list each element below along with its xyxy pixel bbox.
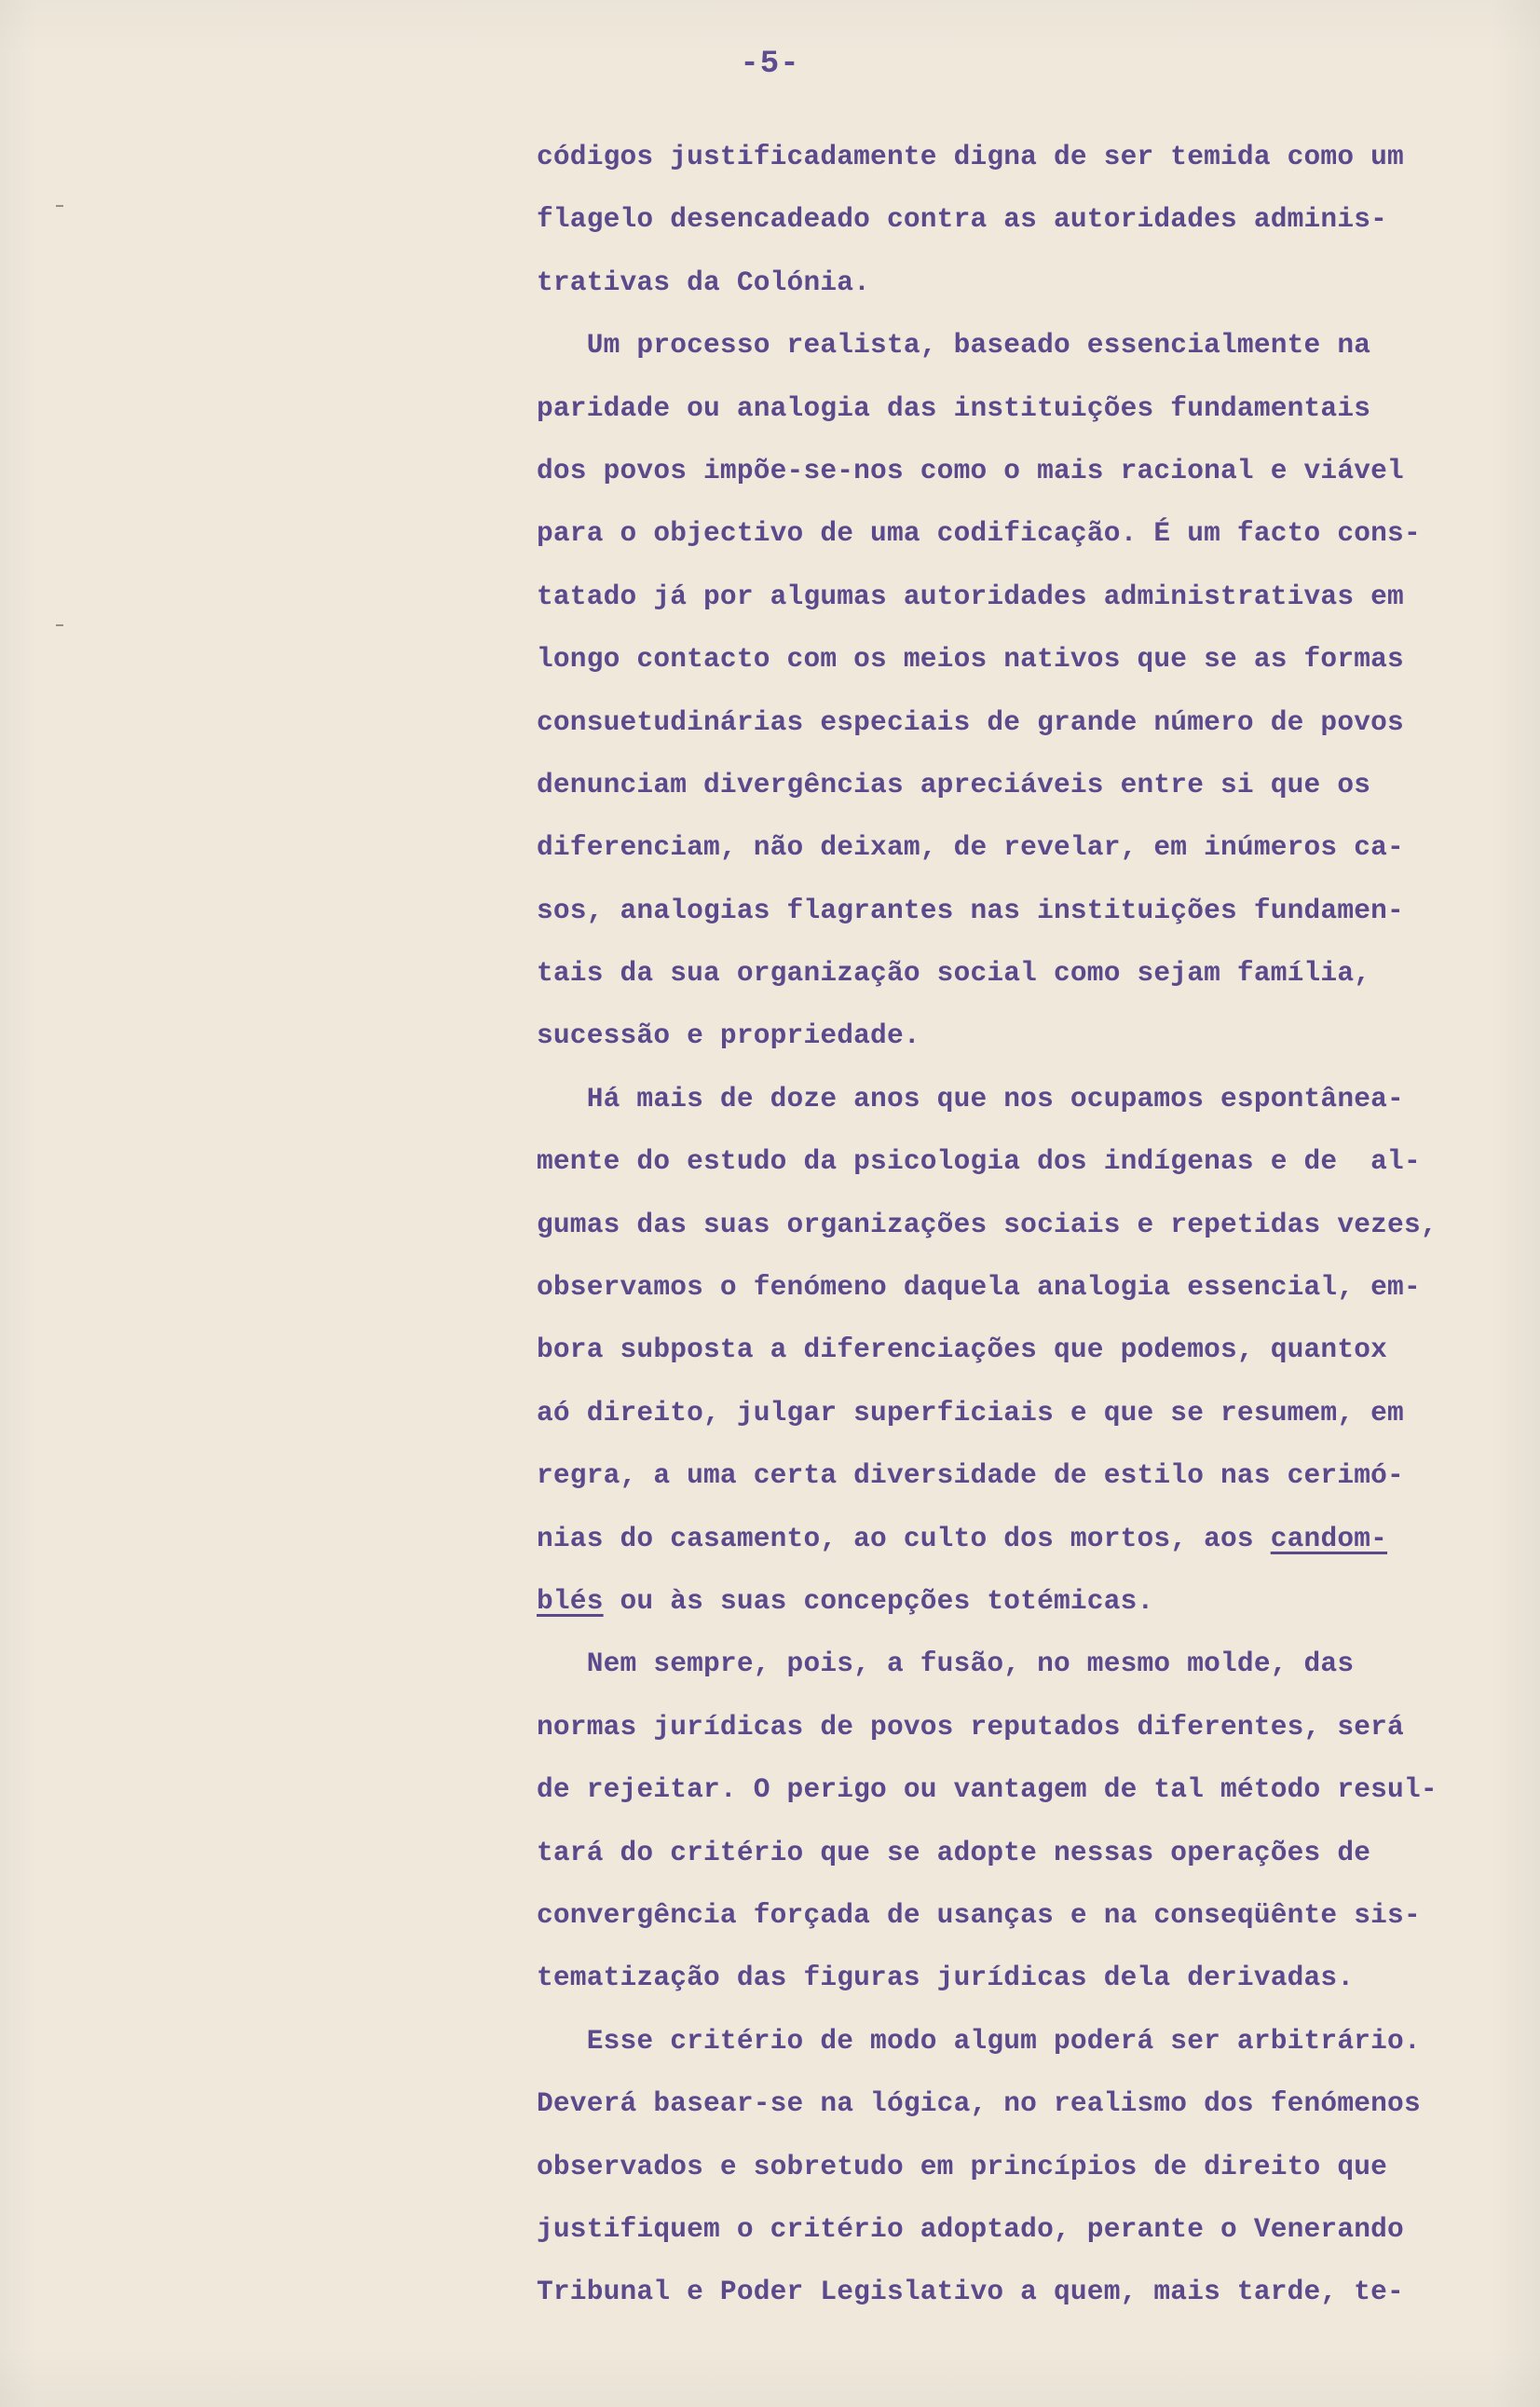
text-segment: nias do casamento, ao culto dos mortos, aos bbox=[537, 1522, 1271, 1554]
text-line: de rejeitar. O perigo ou vantagem de tal método resul- bbox=[537, 1773, 1438, 1806]
text-line: bora subposta a diferenciações que podemos, quantox bbox=[537, 1333, 1388, 1366]
text-line: gumas das suas organizações sociais e repetidas vezes, bbox=[537, 1208, 1438, 1240]
text-line: tematização das figuras jurídicas dela derivadas. bbox=[537, 1962, 1355, 1994]
text-line: trativas da Colónia. bbox=[537, 266, 871, 298]
text-line: consuetudinárias especiais de grande número de povos bbox=[537, 705, 1404, 738]
text-line: mente do estudo da psicologia dos indígenas e de al- bbox=[537, 1145, 1421, 1178]
underlined-word: candom- bbox=[1270, 1522, 1388, 1554]
text-line: denunciam divergências apreciáveis entre si que os bbox=[537, 768, 1371, 800]
text-line: para o objectivo de uma codificação. É um facto cons- bbox=[537, 517, 1421, 550]
text-line: sucessão e propriedade. bbox=[537, 1019, 920, 1052]
text-line: Nem sempre, pois, a fusão, no mesmo molde, das bbox=[537, 1648, 1355, 1680]
margin-tick bbox=[56, 624, 63, 626]
text-line: normas jurídicas de povos reputados diferentes, será bbox=[537, 1710, 1404, 1743]
text-line: tais da sua organização social como sejam família, bbox=[537, 957, 1371, 990]
text-line bbox=[537, 1508, 1515, 1570]
text-line: longo contacto com os meios nativos que se as formas bbox=[537, 643, 1404, 676]
text-line: convergência forçada de usanças e na conseqüênte sis- bbox=[537, 1898, 1421, 1931]
text-line: justifiquem o critério adoptado, perante o Venerando bbox=[537, 2212, 1404, 2245]
text-line: flagelo desencadeado contra as autoridades adminis- bbox=[537, 203, 1388, 236]
text-line: Há mais de doze anos que nos ocupamos espontânea- bbox=[537, 1082, 1404, 1115]
text-segment: ou às suas concepções totémicas. bbox=[620, 1584, 1154, 1617]
text-line: aó direito, julgar superficiais e que se resumem, em bbox=[537, 1396, 1404, 1429]
body-text bbox=[537, 126, 1515, 2324]
text-line: sos, analogias flagrantes nas instituições fundamen- bbox=[537, 894, 1404, 926]
text-line: tará do critério que se adopte nessas operações de bbox=[537, 1836, 1371, 1868]
margin-tick bbox=[56, 205, 63, 207]
text-line: Esse critério de modo algum poderá ser arbitrário. bbox=[537, 2024, 1421, 2057]
text-line: regra, a uma certa diversidade de estilo nas cerimó- bbox=[537, 1459, 1404, 1492]
text-line: códigos justificadamente digna de ser temida como um bbox=[537, 141, 1404, 172]
text-line: Tribunal e Poder Legislativo a quem, mais tarde, te- bbox=[537, 2276, 1404, 2308]
page-number: -5- bbox=[740, 47, 800, 82]
text-line: tatado já por algumas autoridades administrativas em bbox=[537, 580, 1404, 612]
text-line: paridade ou analogia das instituições fundamentais bbox=[537, 391, 1371, 424]
text-line: dos povos impõe-se-nos como o mais racional e viável bbox=[537, 454, 1404, 486]
text-line: observados e sobretudo em princípios de direito que bbox=[537, 2150, 1388, 2182]
text-line: observamos o fenómeno daquela analogia essencial, em- bbox=[537, 1271, 1421, 1304]
underlined-word: blés bbox=[537, 1584, 604, 1617]
text-line: Um processo realista, baseado essencialmente na bbox=[537, 329, 1371, 362]
text-line: Deverá basear-se na lógica, no realismo dos fenómenos bbox=[537, 2087, 1421, 2120]
text-line bbox=[537, 1570, 1515, 1633]
text-line: diferenciam, não deixam, de revelar, em inúmeros ca- bbox=[537, 831, 1404, 864]
